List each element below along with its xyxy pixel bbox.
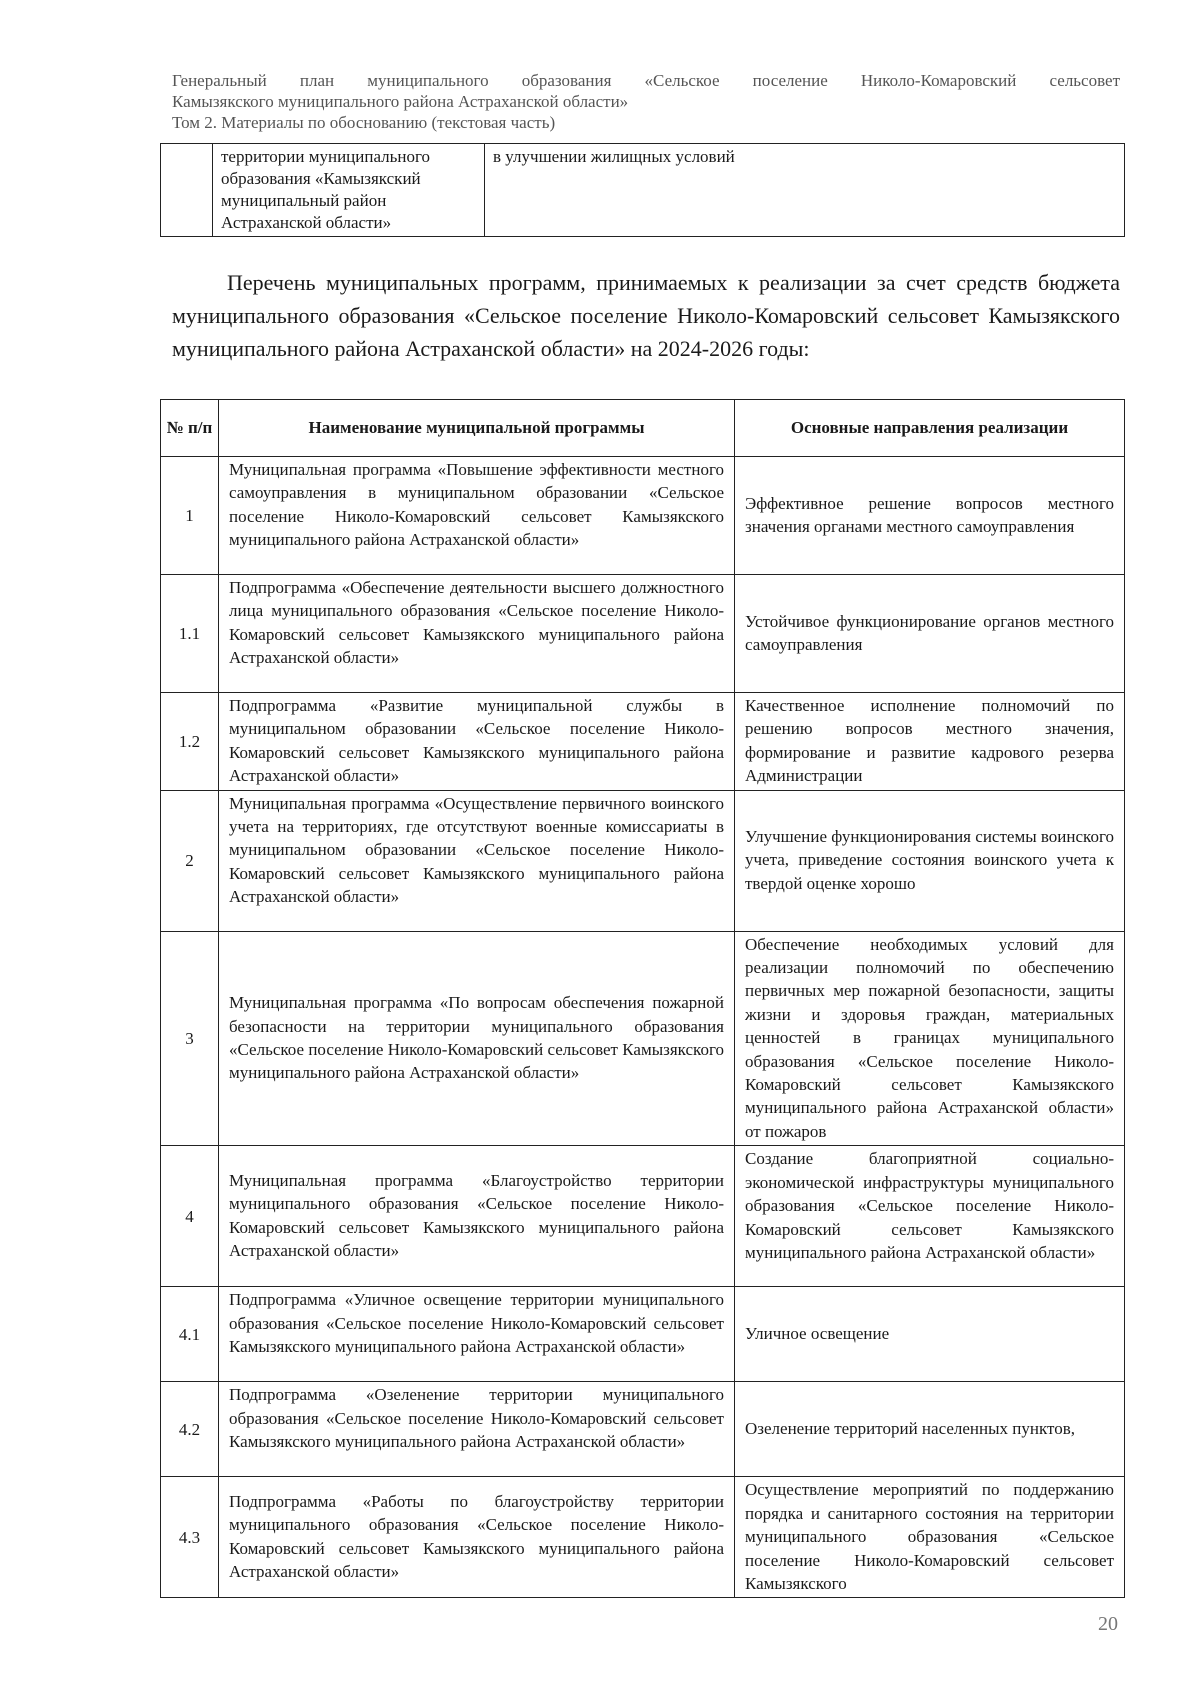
- table-row: [161, 457, 1125, 575]
- table-cell: в улучшении жилищных условий: [485, 144, 1125, 237]
- program-direction: Устойчивое функционирование органов местного самоуправления: [735, 575, 1125, 693]
- program-direction: Уличное освещение: [735, 1287, 1125, 1382]
- program-name: Подпрограмма «Работы по благоустройству территории муниципального образования «Сельское поселение Николо-Комаровский сельсовет Камызякского муниципального района Астраханской области»: [219, 1477, 735, 1598]
- row-number: 4.2: [161, 1382, 219, 1477]
- program-direction: Создание благоприятной социально-экономической инфраструктуры муниципального образования «Сельское поселение Николо-Комаровский сельсовет Камызякского муниципального района Астраханской области»: [735, 1146, 1125, 1287]
- page-number: 20: [1098, 1613, 1118, 1635]
- program-direction: Осуществление мероприятий по поддержанию порядка и санитарного состояния на территории муниципального образования «Сельское поселение Николо-Комаровский сельсовет Камызякского: [735, 1477, 1125, 1598]
- program-name: Подпрограмма «Развитие муниципальной службы в муниципальном образовании «Сельское поселение Николо-Комаровский сельсовет Камызякского муниципального района Астраханской области»: [219, 693, 735, 791]
- program-direction: Озеленение территорий населенных пунктов,: [735, 1382, 1125, 1477]
- program-name: Муниципальная программа «Осуществление первичного воинского учета на территориях, где отсутствуют военные комиссариаты в муниципальном образовании «Сельское поселение Николо-Комаровский сельсовет Камызякского муниципального района Астраханской области»: [219, 790, 735, 931]
- row-number: 1: [161, 457, 219, 575]
- intro-paragraph: Перечень муниципальных программ, принимаемых к реализации за счет средств бюджета муниципального образования «Сельское поселение Николо-Комаровский сельсовет Камызякского муниципального района Астраханской области» на 2024-2026 годы:: [172, 270, 1120, 361]
- programs-table: [160, 399, 1125, 1598]
- program-direction: Качественное исполнение полномочий по решению вопросов местного значения, формирование и развитие кадрового резерва Администрации: [735, 693, 1125, 791]
- program-name: Муниципальная программа «По вопросам обеспечения пожарной безопасности на территории муниципального образования «Сельское поселение Николо-Комаровский сельсовет Камызякского муниципального района Астраханской области»: [219, 931, 735, 1146]
- column-header-num: № п/п: [161, 400, 219, 457]
- table-row: [161, 1382, 1125, 1477]
- table-row: [161, 693, 1125, 791]
- program-direction: Улучшение функционирования системы воинского учета, приведение состояния воинского учета к твердой оценке хорошо: [735, 790, 1125, 931]
- row-number: 1.2: [161, 693, 219, 791]
- row-number: 4.3: [161, 1477, 219, 1598]
- program-name: Подпрограмма «Озеленение территории муниципального образования «Сельское поселение Николо-Комаровский сельсовет Камызякского муниципального района Астраханской области»: [219, 1382, 735, 1477]
- program-name: Подпрограмма «Обеспечение деятельности высшего должностного лица муниципального образования «Сельское поселение Николо-Комаровский сельсовет Камызякского муниципального района Астраханской области»: [219, 575, 735, 693]
- table-cell: территории муниципального образования «Камызякский муниципальный район Астраханской области»: [213, 144, 485, 237]
- table-row: [161, 1477, 1125, 1598]
- program-name: Муниципальная программа «Повышение эффективности местного самоуправления в муниципальном образовании «Сельское поселение Николо-Комаровский сельсовет Камызякского муниципального района Астраханской области»: [219, 457, 735, 575]
- column-header-direction: Основные направления реализации: [735, 400, 1125, 457]
- table-row: [161, 790, 1125, 931]
- continued-table: [160, 143, 1125, 237]
- table-row: [161, 1146, 1125, 1287]
- table-header-row: [161, 400, 1125, 457]
- header-line-1: Генеральный план муниципального образования «Сельское поселение Николо-Комаровский сельсовет: [172, 71, 1120, 90]
- table-row: [161, 575, 1125, 693]
- program-direction: Обеспечение необходимых условий для реализации полномочий по обеспечению первичных мер пожарной безопасности, защиты жизни и здоровья граждан, материальных ценностей в границах муниципального образования «Сельское поселение Николо-Комаровский сельсовет Камызякского муниципального района Астраханской области» от пожаров: [735, 931, 1125, 1146]
- table-row: [161, 1287, 1125, 1382]
- row-number: 4: [161, 1146, 219, 1287]
- program-name: Муниципальная программа «Благоустройство территории муниципального образования «Сельское поселение Николо-Комаровский сельсовет Камызякского муниципального района Астраханской области»: [219, 1146, 735, 1287]
- table-row: [161, 931, 1125, 1146]
- program-direction: Эффективное решение вопросов местного значения органами местного самоуправления: [735, 457, 1125, 575]
- row-number: 2: [161, 790, 219, 931]
- row-number: 3: [161, 931, 219, 1146]
- program-name: Подпрограмма «Уличное освещение территории муниципального образования «Сельское поселение Николо-Комаровский сельсовет Камызякского муниципального района Астраханской области»: [219, 1287, 735, 1382]
- page-header: [172, 70, 1120, 133]
- row-number: 4.1: [161, 1287, 219, 1382]
- table-cell-empty: [161, 144, 213, 237]
- row-number: 1.1: [161, 575, 219, 693]
- table-row: [161, 144, 1125, 237]
- header-line-3: Том 2. Материалы по обоснованию (текстовая часть): [172, 113, 556, 132]
- column-header-name: Наименование муниципальной программы: [219, 400, 735, 457]
- header-line-2: Камызякского муниципального района Астраханской области»: [172, 92, 629, 111]
